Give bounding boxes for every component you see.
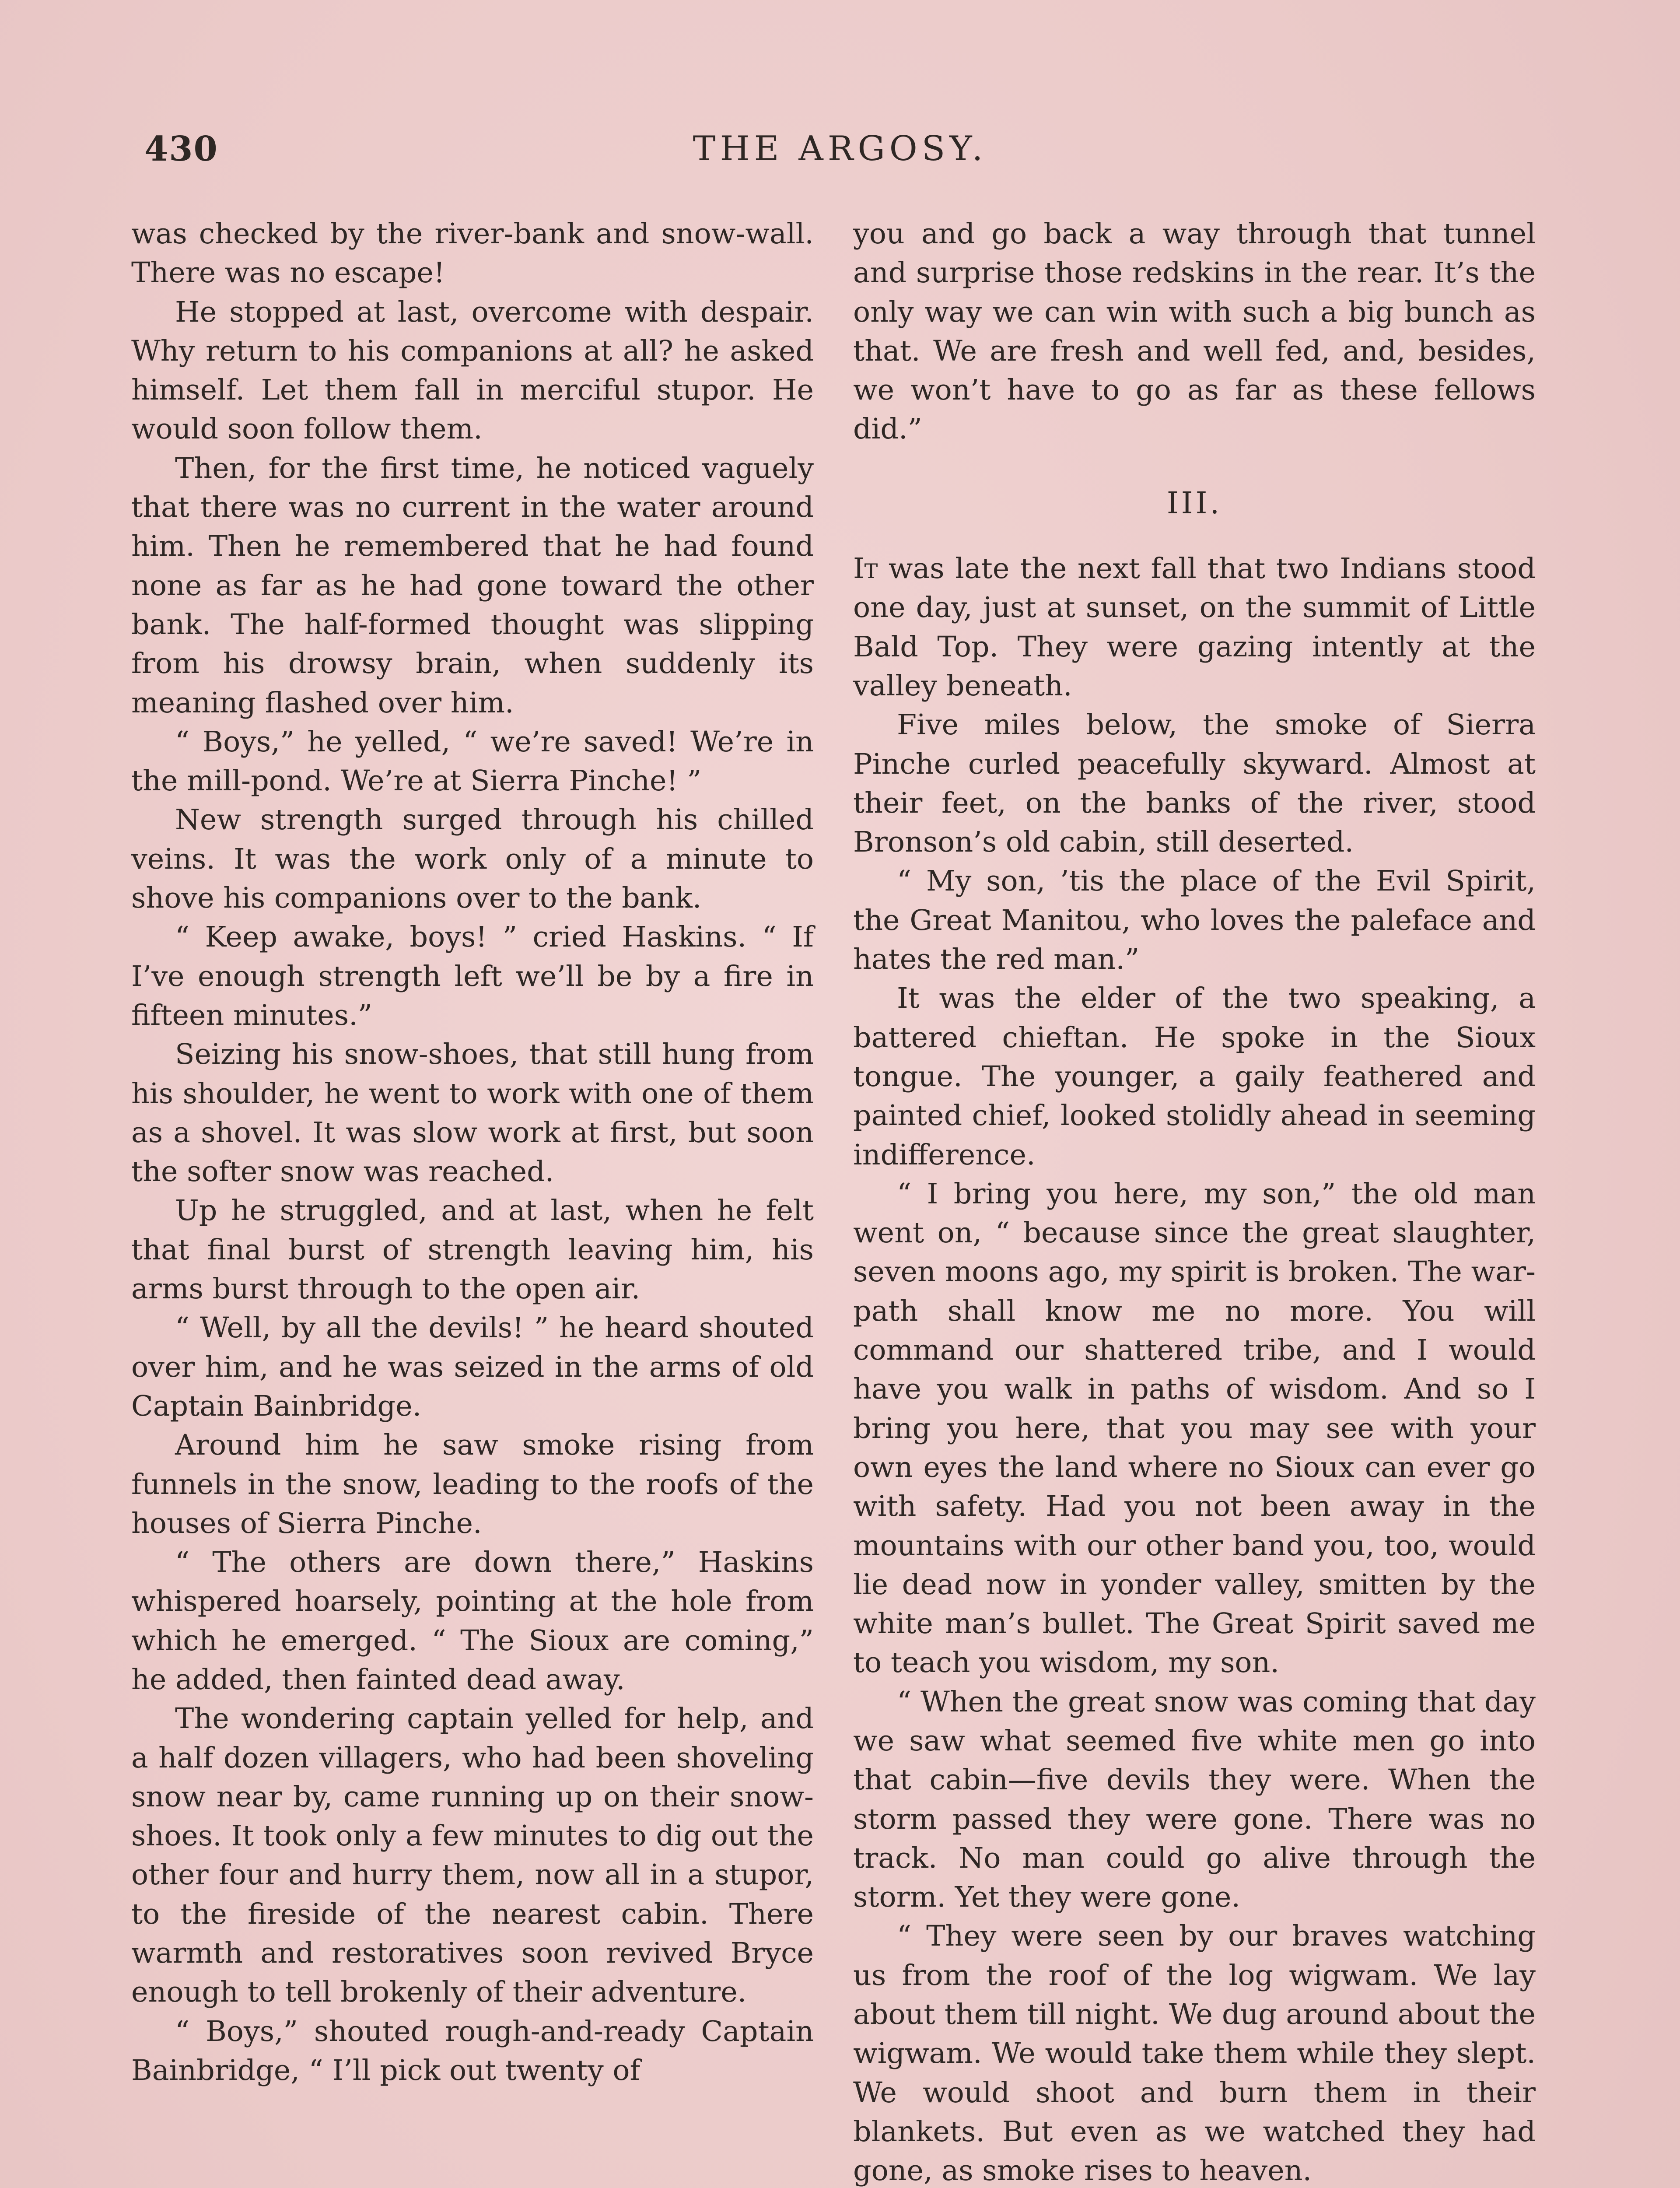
- paragraph: Around him he saw smoke rising from funnels in the snow, leading to the roofs of the houses of Sierra Pinche.: [131, 1429, 814, 1540]
- paragraph: “ I bring you here, my son,” the old man went on, “ because since the great slaughter, seven moons ago, my spirit is broken. The war-path shall know me no more. You will command our shattered tribe, and I would have you walk in paths of wisdom. And so I bring you here, that you may see with your own eyes the land where no Sioux can ever go with safety. Had you not been away in the mountains with our other band you, too, would lie dead now in yonder valley, smitten by the white man’s bullet. The Great Spirit saved me to teach you wisdom, my son.: [853, 1177, 1536, 1680]
- section-opening-paragraph: [853, 549, 1536, 705]
- page-header: [144, 129, 1536, 186]
- paragraph: New strength surged through his chilled veins. It was the work only of a minute to shove his companions over to the bank.: [131, 803, 814, 915]
- right-column: [853, 214, 1536, 2188]
- paragraph: Five miles below, the smoke of Sierra Pinche curled peacefully skyward. Almost at their feet, on the banks of the river, stood Bronson’s old cabin, still deserted.: [853, 708, 1536, 859]
- section-opening-text: was late the next fall that two Indians stood one day, just at sunset, on the summit of Little Bald Top. They were gazing intently at the valley beneath.: [853, 552, 1536, 702]
- paragraph: “ Boys,” shouted rough-and-ready Captain Bainbridge, “ I’ll pick out twenty of: [131, 2015, 814, 2087]
- left-column: [131, 214, 814, 2090]
- page-number: 430: [144, 129, 218, 169]
- paragraph: “ Well, by all the devils! ” he heard shouted over him, and he was seized in the arms of old Captain Bainbridge.: [131, 1311, 814, 1423]
- section-lead-word: It: [853, 552, 878, 586]
- right-column-top: [853, 214, 1536, 449]
- paragraph: Up he struggled, and at last, when he felt that final burst of strength leaving him, his arms burst through to the open air.: [131, 1194, 814, 1306]
- paragraph: “ My son, ’tis the place of the Evil Spirit, the Great Manitou, who loves the paleface and hates the red man.”: [853, 865, 1536, 976]
- paragraph: He stopped at last, overcome with despair. Why return to his companions at all? he asked himself. Let them fall in merciful stupor. He would soon follow them.: [131, 295, 814, 446]
- paragraph: “ When the great snow was coming that day we saw what seemed five white men go into that cabin—five devils they were. When the storm passed they were gone. There was no track. No man could go alive through the storm. Yet they were gone.: [853, 1685, 1536, 1914]
- running-title: THE ARGOSY.: [693, 129, 987, 168]
- paragraph: It was the elder of the two speaking, a battered chieftan. He spoke in the Sioux tongue. The younger, a gaily feathered and painted chief, looked stolidly ahead in seeming indifference.: [853, 982, 1536, 1171]
- paragraph: Seizing his snow-shoes, that still hung from his shoulder, he went to work with one of them as a shovel. It was slow work at first, but soon the softer snow was reached.: [131, 1038, 814, 1189]
- paragraph: “ They were seen by our braves watching us from the roof of the log wigwam. We lay about them till night. We dug around about the wigwam. We would take them while they slept. We would shoot and burn them in their blankets. But even as we watched they had gone, as smoke rises to heaven.: [853, 1920, 1536, 2188]
- paragraph: “ Boys,” he yelled, “ we’re saved! We’re in the mill-pond. We’re at Sierra Pinche! ”: [131, 725, 814, 798]
- paragraph: “ The others are down there,” Haskins whispered hoarsely, pointing at the hole from which he emerged. “ The Sioux are coming,” he added, then fainted dead away.: [131, 1546, 814, 1696]
- paragraph: was checked by the river-bank and snow-wall. There was no escape!: [131, 217, 814, 290]
- right-column-bottom: [853, 705, 1536, 2188]
- paragraph: you and go back a way through that tunnel and surprise those redskins in the rear. It’s the only way we can win with such a big bunch as that. We are fresh and well fed, and, besides, we won’t have to go as far as these fellows did.”: [853, 217, 1536, 446]
- paragraph: “ Keep awake, boys! ” cried Haskins. “ If I’ve enough strength left we’ll be by a fire in fifteen minutes.”: [131, 921, 814, 1032]
- paragraph: The wondering captain yelled for help, and a half dozen villagers, who had been shoveling snow near by, came running up on their snow-shoes. It took only a few minutes to dig out the other four and hurry them, now all in a stupor, to the fireside of the nearest cabin. There warmth and restoratives soon revived Bryce enough to tell brokenly of their adventure.: [131, 1702, 814, 2009]
- paragraph: Then, for the first time, he noticed vaguely that there was no current in the water around him. Then he remembered that he had found none as far as he had gone toward the other bank. The half-formed thought was slipping from his drowsy brain, when suddenly its meaning flashed over him.: [131, 452, 814, 719]
- section-heading: III.: [1166, 486, 1222, 521]
